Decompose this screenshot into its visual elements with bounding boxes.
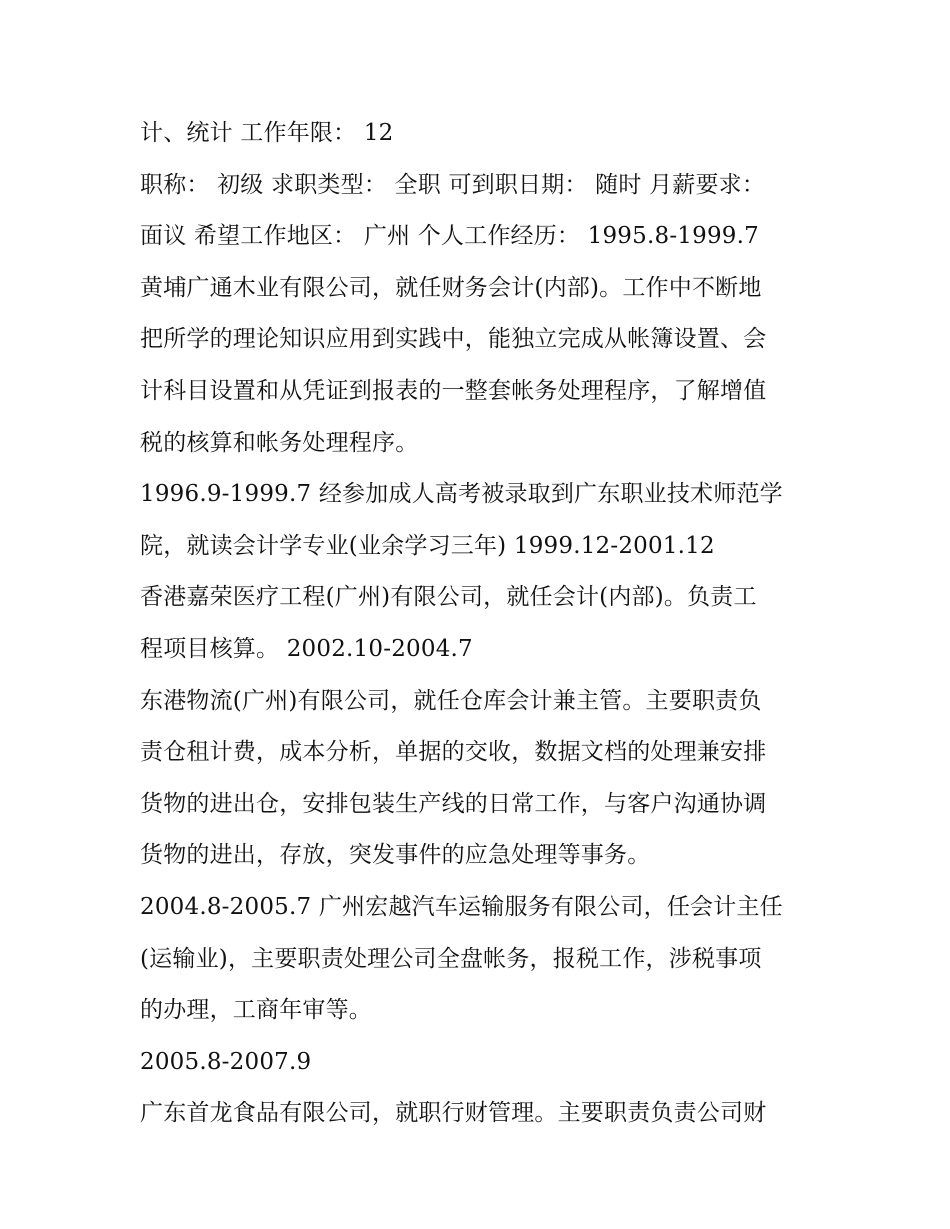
text-line: 2005.8-2007.9	[140, 1048, 312, 1075]
text-line: 广东首龙食品有限公司，就职行财管理。主要职责负责公司财	[140, 1100, 767, 1127]
text-line: 货物的进出，存放，突发事件的应急处理等事务。	[140, 842, 651, 869]
text-line: 香港嘉荣医疗工程(广州)有限公司，就任会计(内部)。负责工	[140, 584, 757, 611]
text-line: 计科目设置和从凭证到报表的一整套帐务处理程序，了解增值	[140, 377, 767, 404]
text-line: 的办理，工商年审等。	[140, 997, 372, 1024]
text-line: 2004.8-2005.7 广州宏越汽车运输服务有限公司，任会计主任	[140, 893, 783, 920]
text-line: 计、统计 工作年限： 12	[140, 120, 394, 146]
text-line: 黄埔广通木业有限公司，就任财务会计(内部)。工作中不断地	[140, 274, 762, 301]
text-line: 责仓租计费，成本分析，单据的交收，数据文档的处理兼安排	[140, 739, 767, 766]
text-line: 院，就读会计学专业(业余学习三年) 1999.12-2001.12	[140, 532, 715, 559]
text-line: 1996.9-1999.7 经参加成人高考被录取到广东职业技术师范学	[140, 481, 783, 508]
text-line: 职称： 初级 求职类型： 全职 可到职日期： 随时 月薪要求：	[140, 171, 766, 198]
text-line: 货物的进出仓，安排包装生产线的日常工作，与客户沟通协调	[140, 790, 767, 817]
text-line: 把所学的理论知识应用到实践中，能独立完成从帐簿设置、会	[140, 326, 767, 353]
text-line: 面议 希望工作地区： 广州 个人工作经历： 1995.8-1999.7	[140, 223, 759, 250]
resume-text	[140, 108, 830, 1140]
text-line: 东港物流(广州)有限公司，就任仓库会计兼主管。主要职责负	[140, 687, 762, 714]
text-line: 程项目核算。 2002.10-2004.7	[140, 635, 473, 662]
text-line: (运输业)，主要职责处理公司全盘帐务，报税工作，涉税事项	[140, 945, 762, 972]
text-line: 税的核算和帐务处理程序。	[140, 429, 419, 456]
